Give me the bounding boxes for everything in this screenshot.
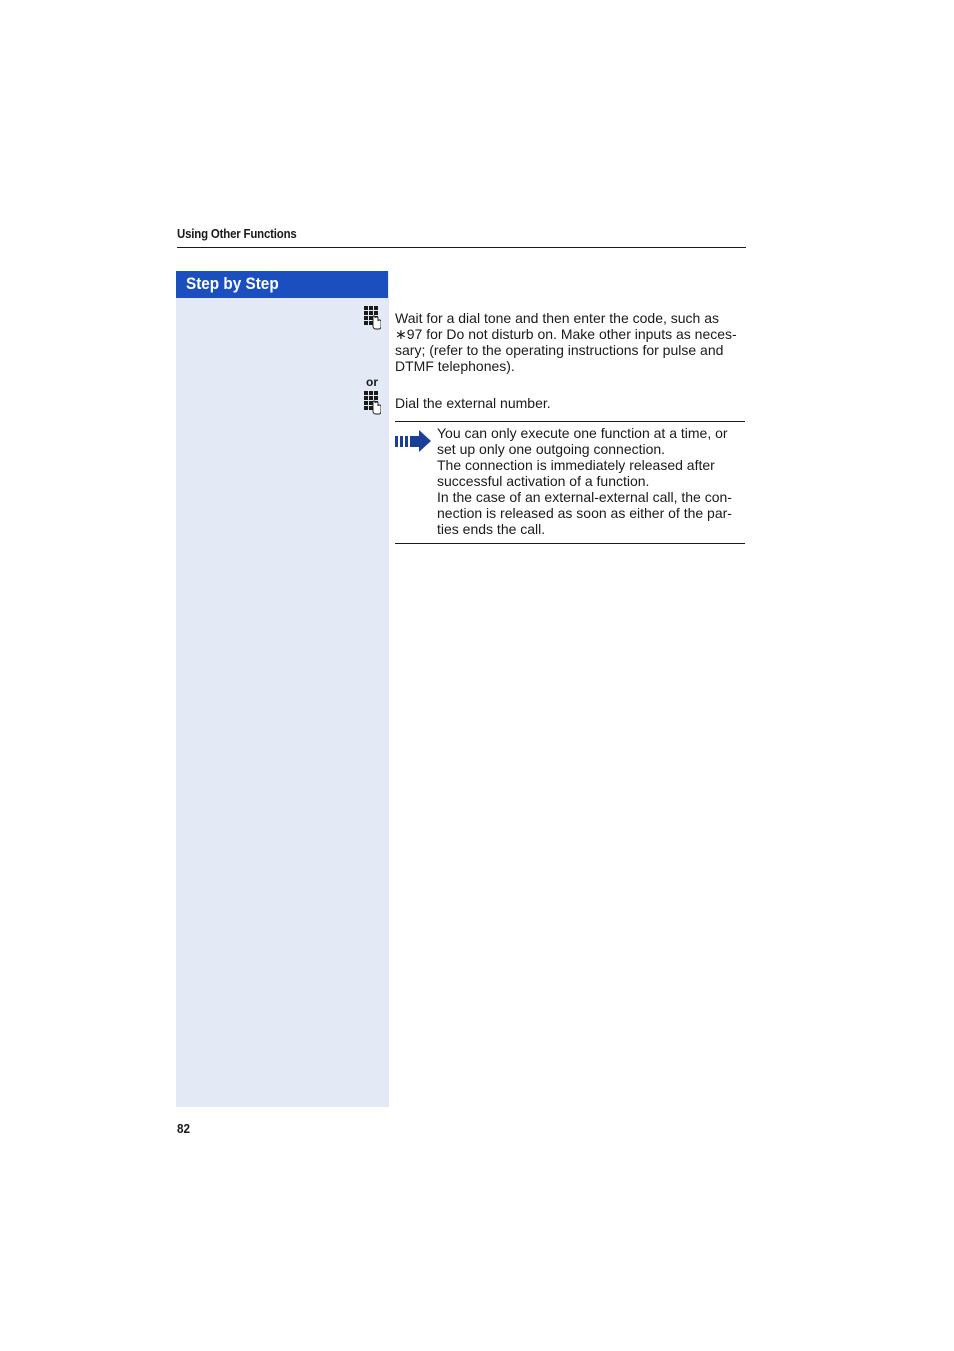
step-text-dial-external: Dial the external number. [395,395,551,411]
section-header: Using Other Functions [177,226,297,241]
note-paragraph: You can only execute one function at a time, or set up only one outgoing connection. [437,425,728,457]
keypad-icon [364,306,381,330]
note-paragraph: The connection is immediately released after successful activation of a function. [437,457,715,489]
step-text-enter-code: Wait for a dial tone and then enter the code, such as ∗97 for Do not disturb on. Make other inputs as neces-sary; (refer to the operating instructions for pulse and DTMF telephones). [395,310,737,374]
note-text [437,425,745,537]
or-label: or [366,375,378,389]
note-box [395,421,745,544]
page-number: 82 [177,1121,191,1136]
note-paragraph: In the case of an external-external call, the con-nection is released as soon as either of the par-ties ends the call. [437,489,732,537]
header-rule [177,247,746,248]
sidebar-title-bar [176,271,388,298]
sidebar-title: Step by Step [186,274,279,293]
keypad-icon [364,391,381,415]
arrow-note-icon [395,430,432,452]
step-by-step-sidebar [176,271,389,1107]
